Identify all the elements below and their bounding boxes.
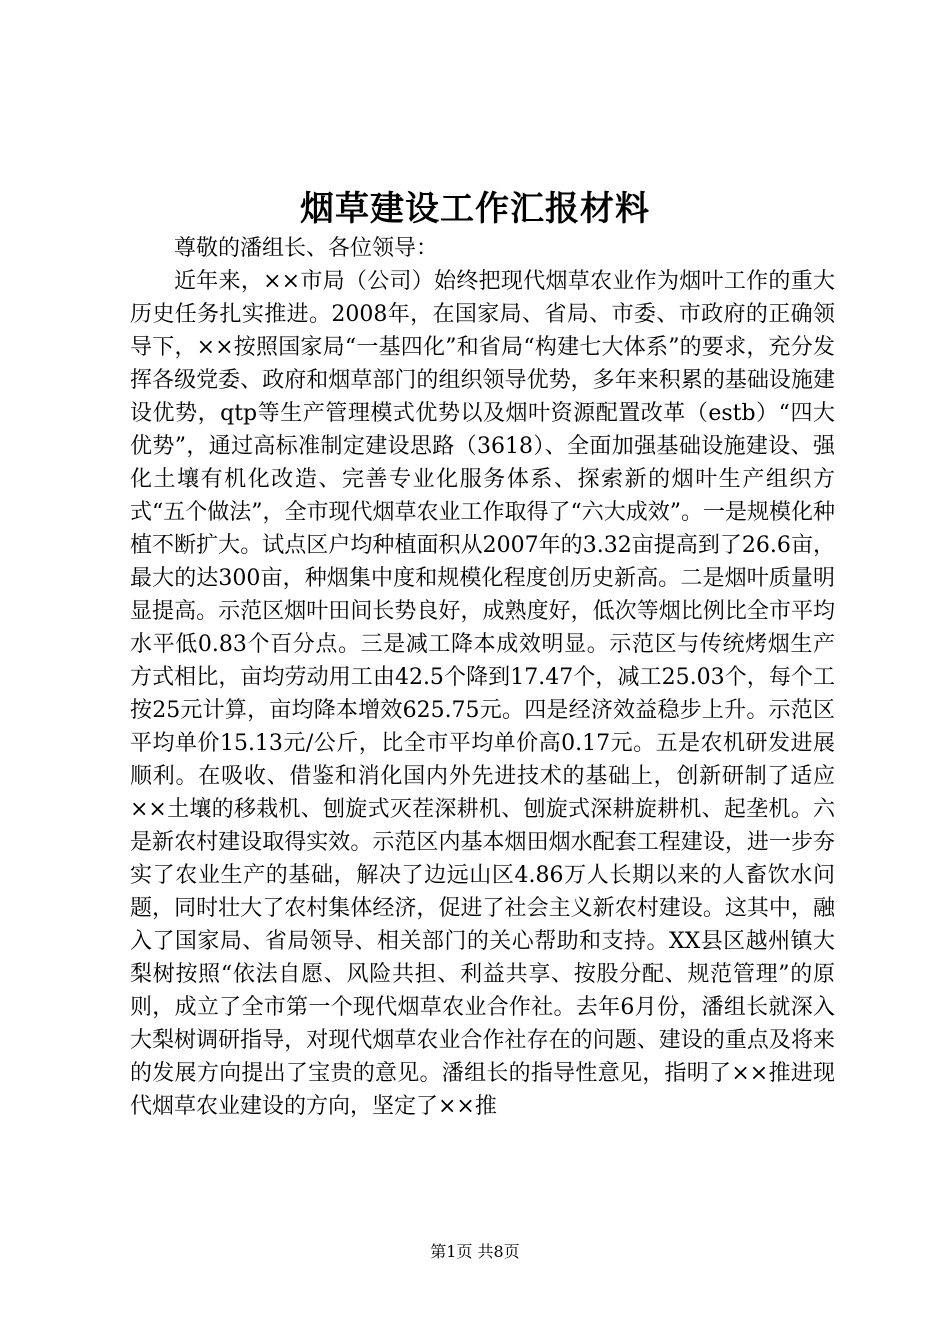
page-title: 烟草建设工作汇报材料 — [300, 189, 650, 229]
document-body — [130, 232, 835, 1123]
body-paragraph: 近年来，××市局（公司）始终把现代烟草农业作为烟叶工作的重大历史任务扎实推进。2008年，在国家局、省局、市委、市政府的正确领导下，××按照国家局“一基四化”和省局“构建七大体系”的要求，充分发挥各级党委、政府和烟草部门的组织领导优势，多年来积累的基础设施建设优势，qtp等生产管理模式优势以及烟叶资源配置改革（estb）“四大优势”，通过高标准制定建设思路（3618）、全面加强基础设施建设、强化土壤有机化改造、完善专业化服务体系、探索新的烟叶生产组织方式“五个做法”，全市现代烟草农业工作取得了“六大成效”。一是规模化种植不断扩大。试点区户均种植面积从2007年的3.32亩提高到了26.6亩，最大的达300亩，种烟集中度和规模化程度创历史新高。二是烟叶质量明显提高。示范区烟叶田间长势良好，成熟度好，低次等烟比例比全市平均水平低0.83个百分点。三是减工降本成效明显。示范区与传统烤烟生产方式相比，亩均劳动用工由42.5个降到17.47个，减工25.03个，每个工按25元计算，亩均降本增效625.75元。四是经济效益稳步上升。示范区平均单价15.13元/公斤，比全市平均单价高0.17元。五是农机研发进展顺利。在吸收、借鉴和消化国内外先进技术的基础上，创新研制了适应××土壤的移栽机、刨旋式灭茬深耕机、刨旋式深耕旋耕机、起垄机。六是新农村建设取得实效。示范区内基本烟田烟水配套工程建设，进一步夯实了农业生产的基础，解决了边远山区4.86万人长期以来的人畜饮水问题，同时壮大了农村集体经济，促进了社会主义新农村建设。这其中，融入了国家局、省局领导、相关部门的关心帮助和支持。XX县区越州镇大梨树按照“依法自愿、风险共担、利益共享、按股分配、规范管理”的原则，成立了全市第一个现代烟草农业合作社。去年6月份，潘组长就深入大梨树调研指导，对现代烟草农业合作社存在的问题、建设的重点及将来的发展方向提出了宝贵的意见。潘组长的指导性意见，指明了××推进现代烟草农业建设的方向，坚定了××推 — [130, 269, 835, 1119]
page-footer: 第1页 共8页 — [430, 1242, 520, 1261]
salutation: 尊敬的潘组长、各位领导： — [174, 236, 439, 261]
